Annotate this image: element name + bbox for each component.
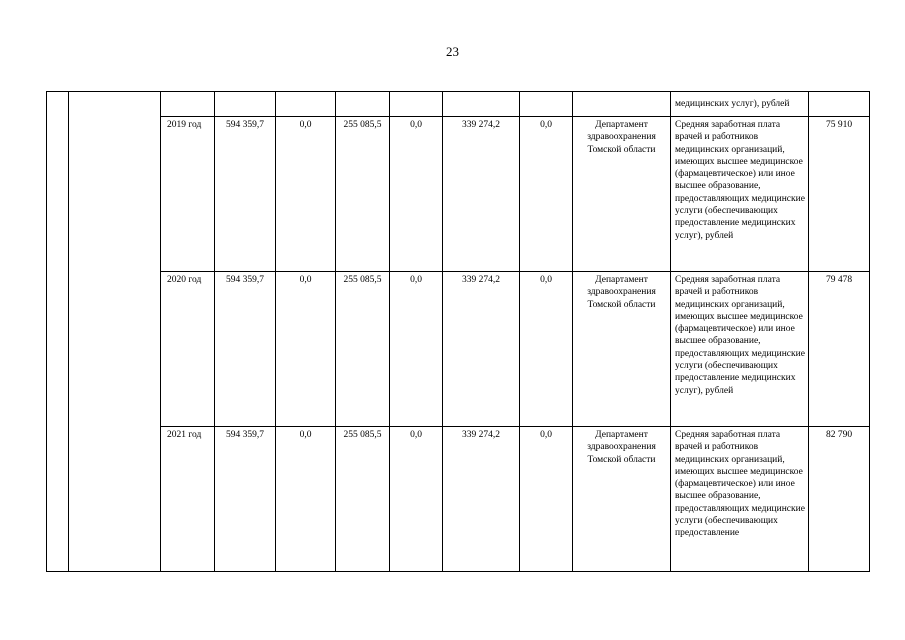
tfoms-cell <box>443 92 520 117</box>
local-cell: 0,0 <box>390 427 443 572</box>
total-cell <box>215 92 276 117</box>
indicator-cell: Средняя заработная плата врачей и работников медицинских организаций, имеющих высшее медицинское (фармацевтическое) или иное высшее образование, предоставляющих медицинские услуги (обеспечивающих предоставление медицинских услуг), рублей <box>671 117 809 272</box>
table-row <box>47 117 870 272</box>
target-cell <box>809 92 870 117</box>
regional-cell <box>336 92 390 117</box>
other-cell: 0,0 <box>520 427 573 572</box>
period-cell: 2020 год <box>161 272 215 427</box>
table-row <box>47 427 870 572</box>
indicator-text: медицинских услуг), рублей <box>675 99 790 109</box>
other-cell <box>520 92 573 117</box>
tfoms-cell: 339 274,2 <box>443 117 520 272</box>
regional-cell: 255 085,5 <box>336 427 390 572</box>
table-row <box>47 92 870 117</box>
target-cell: 79 478 <box>809 272 870 427</box>
executor-cell: Департамент здравоохранения Томской области <box>573 272 671 427</box>
period-cell: 2021 год <box>161 427 215 572</box>
total-cell: 594 359,7 <box>215 117 276 272</box>
total-cell: 594 359,7 <box>215 427 276 572</box>
regional-cell: 255 085,5 <box>336 117 390 272</box>
local-cell <box>390 92 443 117</box>
indicator-cell <box>671 92 809 117</box>
table-row <box>47 272 870 427</box>
regional-cell: 255 085,5 <box>336 272 390 427</box>
federal-cell <box>276 92 336 117</box>
tfoms-cell: 339 274,2 <box>443 272 520 427</box>
target-cell: 75 910 <box>809 117 870 272</box>
event-name-cell <box>69 92 161 572</box>
other-cell: 0,0 <box>520 272 573 427</box>
federal-cell: 0,0 <box>276 272 336 427</box>
local-cell: 0,0 <box>390 272 443 427</box>
indicator-cell: Средняя заработная плата врачей и работников медицинских организаций, имеющих высшее медицинское (фармацевтическое) или иное высшее образование, предоставляющих медицинские услуги (обеспечивающих предоставление <box>671 427 809 572</box>
page-number: 23 <box>446 44 459 59</box>
local-cell: 0,0 <box>390 117 443 272</box>
number-cell <box>47 92 69 572</box>
tfoms-cell: 339 274,2 <box>443 427 520 572</box>
federal-cell: 0,0 <box>276 427 336 572</box>
executor-cell <box>573 92 671 117</box>
period-cell: 2019 год <box>161 117 215 272</box>
total-cell: 594 359,7 <box>215 272 276 427</box>
indicator-cell: Средняя заработная плата врачей и работников медицинских организаций, имеющих высшее медицинское (фармацевтическое) или иное высшее образование, предоставляющих медицинские услуги (обеспечивающих предоставление медицинских услуг), рублей <box>671 272 809 427</box>
other-cell: 0,0 <box>520 117 573 272</box>
target-cell: 82 790 <box>809 427 870 572</box>
executor-cell: Департамент здравоохранения Томской области <box>573 427 671 572</box>
federal-cell: 0,0 <box>276 117 336 272</box>
program-table <box>46 91 870 572</box>
period-cell <box>161 92 215 117</box>
executor-cell: Департамент здравоохранения Томской области <box>573 117 671 272</box>
